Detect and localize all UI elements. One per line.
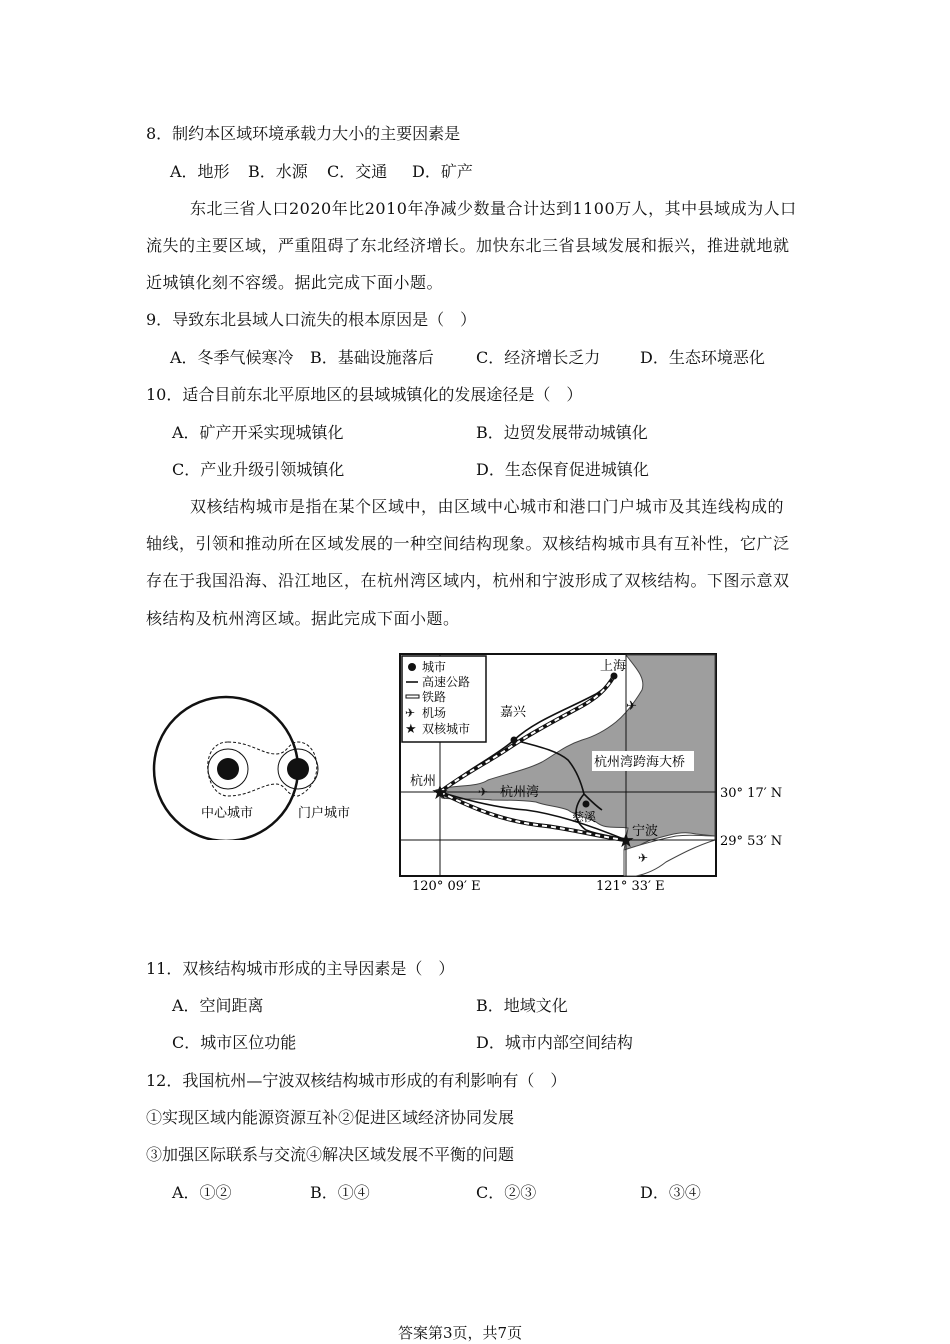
passage2-line: 双核结构城市是指在某个区域中，由区域中心城市和港口门户城市及其连线构成的	[190, 497, 785, 516]
label-lon-right: 121° 33′ E	[596, 879, 665, 894]
label-hangzhou: 杭州	[410, 774, 437, 789]
question-12-stem: 12．我国杭州—宁波双核结构城市形成的有利影响有（ ）	[146, 1071, 567, 1090]
label-center-city: 中心城市	[201, 806, 254, 821]
q8-option-b: B．水源	[248, 162, 308, 181]
q11-option-a: A．空间距离	[172, 996, 264, 1015]
q8-option-c: C．交通	[327, 162, 388, 181]
legend-star-icon: ★	[405, 722, 417, 737]
hangzhou-bay-map	[396, 650, 810, 895]
q12-option-a: A．①②	[172, 1183, 232, 1202]
label-lat-top: 30° 17′ N	[720, 786, 783, 801]
q8-option-d: D．矿产	[412, 162, 473, 181]
page-footer: 答案第3页，共7页	[398, 1324, 523, 1342]
legend-airport: 机场	[422, 706, 447, 720]
airport-icon-ningbo: ✈	[638, 851, 649, 865]
question-11-stem: 11．双核结构城市形成的主导因素是（ ）	[146, 959, 455, 978]
q12-option-b: B．①④	[310, 1183, 370, 1202]
gateway-city-dot	[287, 758, 309, 780]
q9-option-d: D．生态环境恶化	[640, 348, 765, 367]
star-icon-hangzhou: ★	[431, 780, 449, 804]
dual-core-diagram	[140, 690, 380, 840]
q11-option-d: D．城市内部空间结构	[476, 1033, 633, 1052]
airport-icon-hangzhou: ✈	[478, 785, 489, 799]
passage2-line: 存在于我国沿海、沿江地区，在杭州湾区域内，杭州和宁波形成了双核结构。下图示意双	[146, 571, 790, 590]
passage2-line: 轴线，引领和推动所在区域发展的一种空间结构现象。双核结构城市具有互补性，它广泛	[146, 534, 790, 553]
label-bay: 杭州湾	[500, 785, 540, 800]
q10-option-d: D．生态保育促进城镇化	[476, 460, 649, 479]
q10-option-b: B．边贸发展带动城镇化	[476, 423, 648, 442]
q9-option-c: C．经济增长乏力	[476, 348, 601, 367]
question-8-stem: 8．制约本区域环境承载力大小的主要因素是	[146, 124, 461, 143]
q8-option-a: A．地形	[170, 162, 230, 181]
question-9-stem: 9．导致东北县域人口流失的根本原因是（ ）	[146, 310, 477, 329]
label-gateway-city: 门户城市	[298, 806, 351, 821]
q9-option-a: A．冬季气候寒冷	[170, 348, 294, 367]
q9-option-b: B．基础设施落后	[310, 348, 434, 367]
q10-option-a: A．矿产开采实现城镇化	[172, 423, 344, 442]
label-lat-bottom: 29° 53′ N	[720, 834, 783, 849]
legend-railway-icon	[406, 695, 419, 698]
q10-option-c: C．产业升级引领城镇化	[172, 460, 345, 479]
airport-icon-shanghai: ✈	[626, 699, 637, 714]
q12-option-d: D．③④	[640, 1183, 701, 1202]
label-bridge: 杭州湾跨海大桥	[594, 755, 686, 770]
city-dot-jiaxing	[511, 737, 518, 744]
city-dot-cixi	[583, 801, 590, 808]
legend-railway: 铁路	[422, 690, 447, 704]
legend-city-icon	[408, 663, 416, 671]
label-shanghai: 上海	[600, 659, 627, 674]
label-jiaxing: 嘉兴	[500, 705, 527, 720]
q12-option-c: C．②③	[476, 1183, 537, 1202]
q11-option-c: C．城市区位功能	[172, 1033, 297, 1052]
q11-option-b: B．地域文化	[476, 996, 568, 1015]
q12-item-line: ①实现区域内能源资源互补②促进区域经济协同发展	[146, 1108, 515, 1127]
legend-airport-icon: ✈	[405, 706, 416, 720]
label-lon-left: 120° 09′ E	[412, 879, 481, 894]
question-10-stem: 10．适合目前东北平原地区的县域城镇化的发展途径是（ ）	[146, 385, 583, 404]
passage1-line: 流失的主要区域，严重阻碍了东北经济增长。加快东北三省县域发展和振兴，推进就地就	[146, 236, 790, 255]
passage1-line: 东北三省人口2020年比2010年净减少数量合计达到1100万人，其中县域成为人口	[190, 199, 797, 218]
legend-highway: 高速公路	[422, 675, 471, 689]
star-icon-ningbo: ★	[617, 828, 635, 852]
center-city-dot	[217, 758, 239, 780]
passage2-line: 核结构及杭州湾区域。据此完成下面小题。	[146, 609, 460, 628]
q12-item-line: ③加强区际联系与交流④解决区域发展不平衡的问题	[146, 1145, 515, 1164]
legend-city: 城市	[422, 660, 447, 674]
legend-dual-core: 双核城市	[422, 722, 471, 736]
label-ningbo: 宁波	[632, 824, 659, 839]
passage1-line: 近城镇化刻不容缓。据此完成下面小题。	[146, 273, 444, 292]
label-cixi: 慈溪	[572, 810, 597, 824]
